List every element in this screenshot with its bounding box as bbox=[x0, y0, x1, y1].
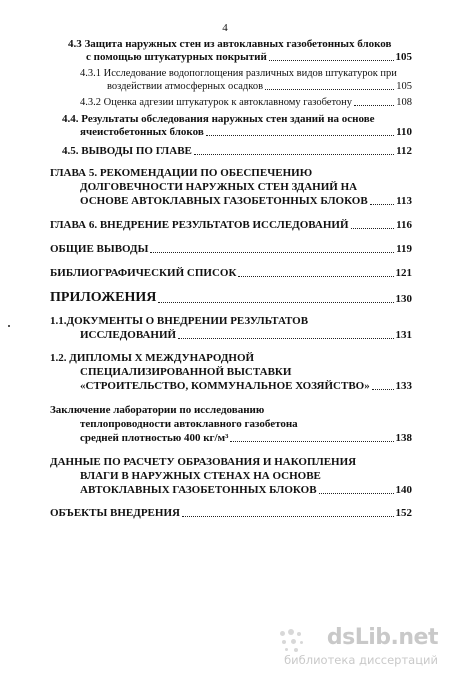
toc-a1-1-line1: 1.1.ДОКУМЕНТЫ О ВНЕДРЕНИИ РЕЗУЛЬТАТОВ bbox=[50, 315, 309, 327]
toc-4-5-line1: 4.5. ВЫВОДЫ ПО ГЛАВЕ bbox=[62, 145, 192, 157]
toc-4-3-line1: 4.3 Защита наружных стен из автоклавных газобетонных блоков bbox=[68, 38, 392, 50]
toc-appendices-page: 130 bbox=[395, 293, 412, 305]
toc-ch5-line1: ГЛАВА 5. РЕКОМЕНДАЦИИ ПО ОБЕСПЕЧЕНИЮ bbox=[50, 167, 313, 179]
toc-entry-4-3-1[interactable] bbox=[107, 80, 412, 93]
dot-leader bbox=[372, 389, 394, 390]
dot-leader bbox=[265, 89, 394, 90]
page-number: 4 bbox=[222, 22, 228, 34]
toc-entry-data[interactable] bbox=[80, 484, 412, 497]
toc-4-3-1-line2: воздействии атмосферных осадков bbox=[107, 81, 264, 92]
toc-entry-4-4[interactable] bbox=[80, 126, 412, 139]
toc-lab-line1: Заключение лаборатории по исследованию bbox=[50, 404, 265, 416]
toc-a1-2-line1: 1.2. ДИПЛОМЫ Х МЕЖДУНАРОДНОЙ bbox=[50, 352, 255, 364]
toc-entry-lab[interactable] bbox=[80, 432, 412, 445]
dot-leader bbox=[150, 252, 394, 253]
dot-leader bbox=[194, 154, 394, 155]
toc-bibliography-line1: БИБЛИОГРАФИЧЕСКИЙ СПИСОК bbox=[50, 267, 237, 279]
toc-entry-bibliography[interactable] bbox=[50, 267, 412, 280]
toc-entry-appendices[interactable] bbox=[50, 290, 412, 306]
toc-4-3-2-line1: 4.3.2 Оценка адгезии штукатурок к автоклавному газобетону bbox=[80, 97, 353, 108]
dot-leader bbox=[158, 302, 393, 303]
toc-4-3-page: 105 bbox=[395, 51, 412, 63]
toc-4-5-page: 112 bbox=[396, 145, 412, 157]
toc-data-line2: ВЛАГИ В НАРУЖНЫХ СТЕНАХ НА ОСНОВЕ bbox=[80, 470, 321, 482]
toc-a1-1-line2: ИССЛЕДОВАНИЙ bbox=[80, 329, 177, 341]
dot-leader bbox=[230, 441, 393, 442]
watermark-logo: dsLib.net bbox=[326, 625, 438, 650]
toc-4-4-line2: ячеистобетонных блоков bbox=[80, 126, 204, 138]
watermark bbox=[278, 625, 438, 671]
toc-lab-line2: теплопроводности автоклавного газобетона bbox=[80, 418, 298, 430]
toc-ch5-page: 113 bbox=[396, 195, 412, 207]
toc-entry-4-3[interactable] bbox=[86, 51, 412, 64]
toc-appendices-line1: ПРИЛОЖЕНИЯ bbox=[50, 290, 157, 305]
toc-4-4-page: 110 bbox=[396, 126, 412, 138]
toc-4-4-line1: 4.4. Результаты обследования наружных стен зданий на основе bbox=[62, 113, 375, 125]
dot-leader bbox=[370, 204, 394, 205]
toc-4-3-1-line1: 4.3.1 Исследование водопоглощения различных видов штукатурок при bbox=[80, 68, 397, 79]
toc-ch6-line1: ГЛАВА 6. ВНЕДРЕНИЕ РЕЗУЛЬТАТОВ ИССЛЕДОВАНИЙ bbox=[50, 219, 349, 231]
toc-a1-2-page: 133 bbox=[395, 380, 412, 392]
toc-entry-4-5[interactable] bbox=[62, 145, 412, 158]
watermark-subtitle: библиотека диссертаций bbox=[284, 653, 438, 667]
toc-entry-conclusions[interactable] bbox=[50, 243, 412, 256]
toc-bibliography-page: 121 bbox=[395, 267, 412, 279]
dot-leader bbox=[351, 228, 395, 229]
dot-leader bbox=[206, 135, 394, 136]
toc-4-3-line2: с помощью штукатурных покрытий bbox=[86, 51, 267, 63]
toc-a1-2-line3: «СТРОИТЕЛЬСТВО, КОММУНАЛЬНОЕ ХОЗЯЙСТВО» bbox=[80, 380, 370, 392]
toc-objects-line1: ОБЪЕКТЫ ВНЕДРЕНИЯ bbox=[50, 507, 180, 519]
toc-ch5-line2: ДОЛГОВЕЧНОСТИ НАРУЖНЫХ СТЕН ЗДАНИЙ НА bbox=[80, 181, 358, 193]
dot-leader bbox=[354, 105, 394, 106]
toc-data-line1: ДАННЫЕ ПО РАСЧЕТУ ОБРАЗОВАНИЯ И НАКОПЛЕНИЯ bbox=[50, 456, 357, 468]
toc-objects-page: 152 bbox=[395, 507, 412, 519]
toc-a1-2-line2: СПЕЦИАЛИЗИРОВАННОЙ ВЫСТАВКИ bbox=[80, 366, 292, 378]
toc-4-3-1-page: 105 bbox=[396, 81, 412, 92]
toc-a1-1-page: 131 bbox=[395, 329, 412, 341]
toc-conclusions-line1: ОБЩИЕ ВЫВОДЫ bbox=[50, 243, 149, 255]
toc-lab-line3: средней плотностью 400 кг/м³ bbox=[80, 432, 229, 444]
toc-ch5-line3: ОСНОВЕ АВТОКЛАВНЫХ ГАЗОБЕТОННЫХ БЛОКОВ bbox=[80, 195, 368, 207]
dot-leader bbox=[178, 338, 393, 339]
toc-ch6-page: 116 bbox=[396, 219, 412, 231]
toc-entry-ch6[interactable] bbox=[50, 219, 412, 232]
dot-leader bbox=[182, 516, 394, 517]
toc-entry-ch5[interactable] bbox=[80, 195, 412, 208]
dot-leader bbox=[238, 276, 393, 277]
toc-lab-page: 138 bbox=[395, 432, 412, 444]
toc-entry-a1-2[interactable] bbox=[80, 380, 412, 393]
stray-mark bbox=[8, 325, 10, 327]
toc-4-3-2-page: 108 bbox=[396, 97, 412, 108]
toc-entry-4-3-2[interactable] bbox=[80, 96, 412, 109]
dot-leader bbox=[269, 60, 394, 61]
toc-conclusions-page: 119 bbox=[396, 243, 412, 255]
toc-entry-objects[interactable] bbox=[50, 507, 412, 520]
dot-leader bbox=[319, 493, 394, 494]
toc-data-page: 140 bbox=[395, 484, 412, 496]
toc-entry-a1-1[interactable] bbox=[80, 329, 412, 342]
toc-data-line3: АВТОКЛАВНЫХ ГАЗОБЕТОННЫХ БЛОКОВ bbox=[80, 484, 317, 496]
